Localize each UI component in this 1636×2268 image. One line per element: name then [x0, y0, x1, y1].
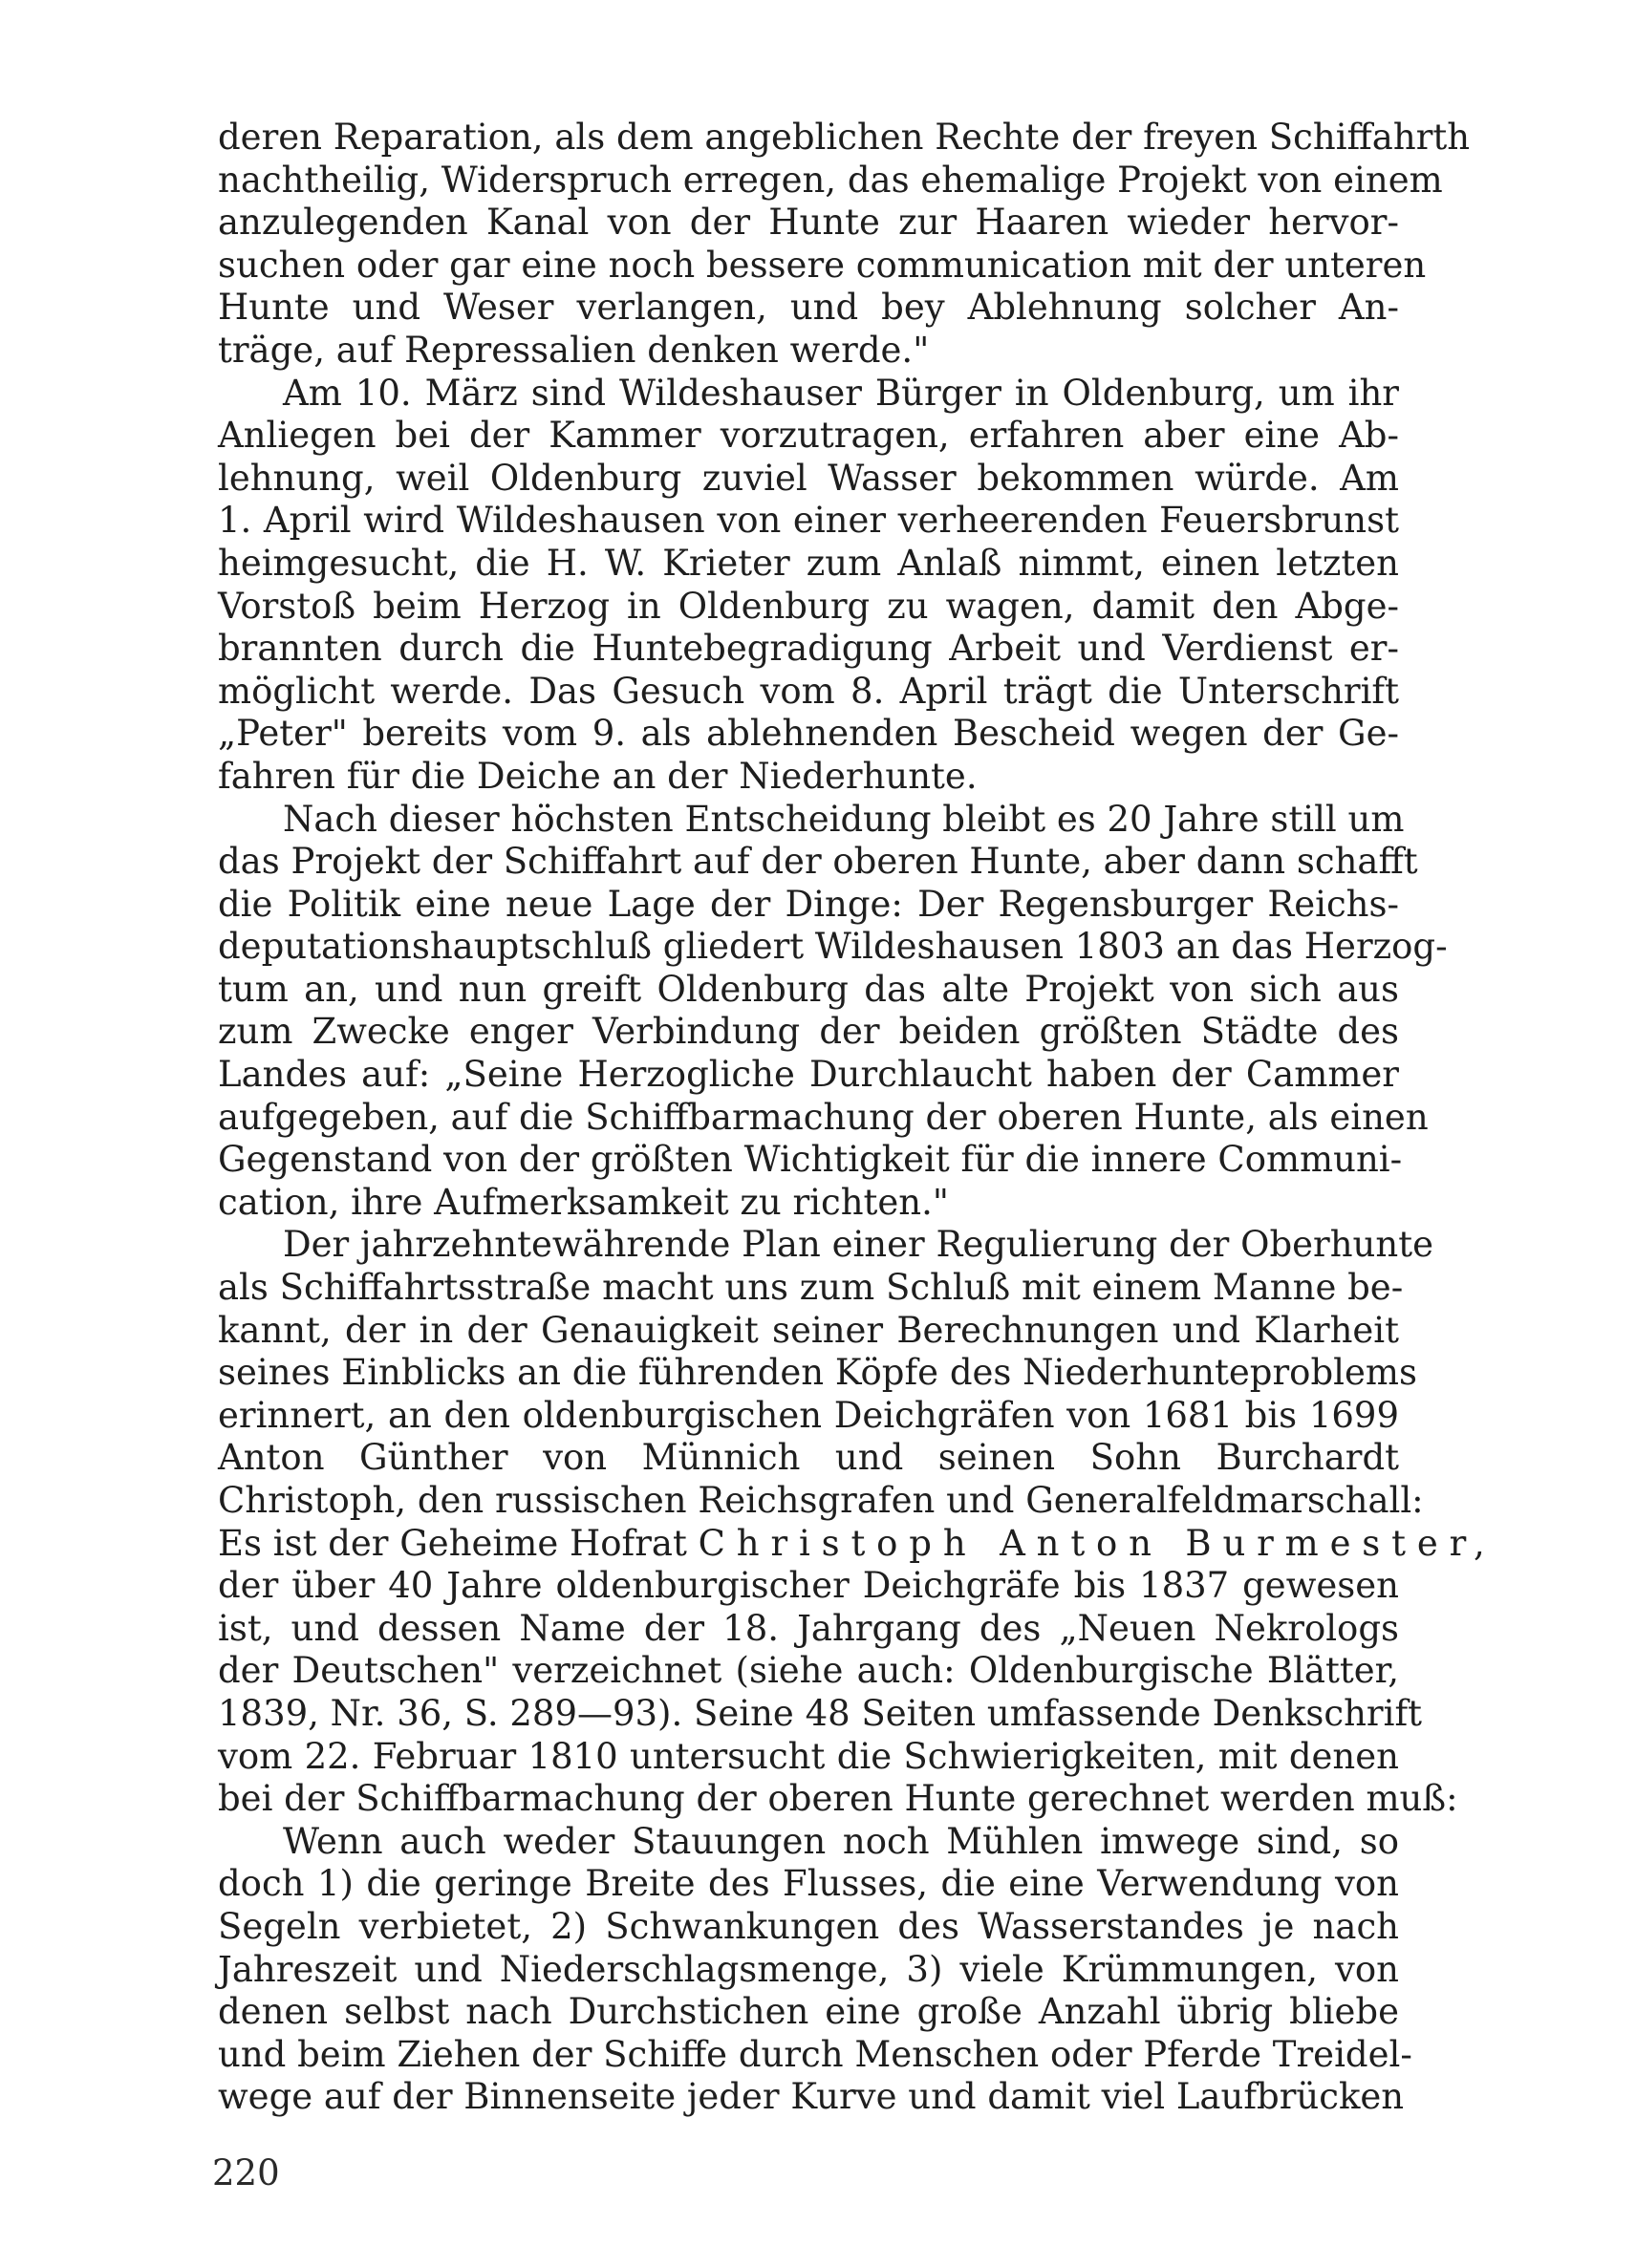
text-line: Jahreszeit und Niederschlagsmenge, 3) viele Krümmungen, von: [218, 1948, 1399, 1990]
text-line: cation, ihre Aufmerksamkeit zu richten.": [218, 1181, 949, 1223]
text-line: der Deutschen" verzeichnet (siehe auch: Oldenburgische Blätter,: [218, 1650, 1399, 1692]
text-line: die Politik eine neue Lage der Dinge: Der Regensburger Reichs-: [218, 883, 1399, 925]
text-line: ist, und dessen Name der 18. Jahrgang des „Neuen Nekrologs: [218, 1607, 1399, 1649]
text-line: 1. April wird Wildeshausen von einer verheerenden Feuersbrunst: [218, 500, 1399, 542]
text-line: Landes auf: „Seine Herzogliche Durchlaucht haben der Cammer: [218, 1054, 1399, 1096]
text-line: kannt, der in der Genauigkeit seiner Berechnungen und Klarheit: [218, 1309, 1399, 1351]
text-line: Segeln verbietet, 2) Schwankungen des Wasserstandes je nach: [218, 1905, 1399, 1947]
spaced-personal-name: Christoph Anton Burmester,: [698, 1522, 1496, 1564]
text-line: Der jahrzehntewährende Plan einer Regulierung der Oberhunte: [283, 1224, 1433, 1266]
text-line: fahren für die Deiche an der Niederhunte.: [218, 755, 978, 797]
text-line: träge, auf Repressalien denken werde.": [218, 329, 930, 371]
text-line: Vorstoß beim Herzog in Oldenburg zu wagen, damit den Abge-: [218, 585, 1399, 627]
text-line: wege auf der Binnenseite jeder Kurve und damit viel Laufbrücken: [218, 2076, 1405, 2118]
text-line: Anliegen bei der Kammer vorzutragen, erfahren aber eine Ab-: [218, 415, 1399, 457]
text-line: suchen oder gar eine noch bessere communication mit der unteren: [218, 244, 1427, 286]
text-line: das Projekt der Schiffahrt auf der oberen Hunte, aber dann schafft: [218, 841, 1418, 883]
body-text: [218, 117, 1496, 2119]
text-line: tum an, und nun greift Oldenburg das alte Projekt von sich aus: [218, 968, 1399, 1010]
text-line: erinnert, an den oldenburgischen Deichgräfen von 1681 bis 1699: [218, 1394, 1399, 1436]
text-line: lehnung, weil Oldenburg zuviel Wasser bekommen würde. Am: [218, 457, 1399, 499]
text-line: heimgesucht, die H. W. Krieter zum Anlaß nimmt, einen letzten: [218, 542, 1399, 584]
text-line: Christoph, den russischen Reichsgrafen und Generalfeldmarschall:: [218, 1480, 1424, 1521]
text-line: und beim Ziehen der Schiffe durch Menschen oder Pferde Treidel-: [218, 2033, 1412, 2075]
text-line: „Peter" bereits vom 9. als ablehnenden Bescheid wegen der Ge-: [218, 713, 1399, 755]
text-line: deputationshauptschluß gliedert Wildeshausen 1803 an das Herzog-: [218, 926, 1448, 968]
text-line: als Schiffahrtsstraße macht uns zum Schluß mit einem Manne be-: [218, 1267, 1404, 1309]
text-line: möglicht werde. Das Gesuch vom 8. April trägt die Unterschrift: [218, 670, 1399, 712]
text-line: denen selbst nach Durchstichen eine große Anzahl übrig bliebe: [218, 1991, 1399, 2033]
text-line: deren Reparation, als dem angeblichen Rechte der freyen Schiffahrth: [218, 117, 1471, 158]
text-line: seines Einblicks an die führenden Köpfe des Niederhunteproblems: [218, 1352, 1417, 1394]
text-line: aufgegeben, auf die Schiffbarmachung der oberen Hunte, als einen: [218, 1096, 1429, 1138]
text-line: zum Zwecke enger Verbindung der beiden größten Städte des: [218, 1011, 1399, 1053]
text-line: anzulegenden Kanal von der Hunte zur Haaren wieder hervor-: [218, 202, 1399, 244]
text-line: Nach dieser höchsten Entscheidung bleibt es 20 Jahre still um: [283, 798, 1405, 840]
text-line: Am 10. März sind Wildeshauser Bürger in Oldenburg, um ihr: [283, 372, 1399, 414]
text-line: Hunte und Weser verlangen, und bey Ablehnung solcher An-: [218, 287, 1399, 329]
text-line: Anton Günther von Münnich und seinen Sohn Burchardt: [218, 1437, 1399, 1479]
text-line: vom 22. Februar 1810 untersucht die Schwierigkeiten, mit denen: [218, 1735, 1399, 1777]
text-fragment: Es ist der Geheime Hofrat: [218, 1522, 687, 1564]
text-line: Wenn auch weder Stauungen noch Mühlen imwege sind, so: [283, 1820, 1399, 1862]
text-line: bei der Schiffbarmachung der oberen Hunte gerechnet werden muß:: [218, 1778, 1458, 1820]
text-line: nachtheilig, Widerspruch erregen, das ehemalige Projekt von einem: [218, 159, 1443, 201]
text-line: Gegenstand von der größten Wichtigkeit für die innere Communi-: [218, 1139, 1403, 1181]
text-line-with-name: [218, 1522, 1496, 1566]
text-line: der über 40 Jahre oldenburgischer Deichgräfe bis 1837 gewesen: [218, 1565, 1399, 1607]
page-number: 220: [212, 2152, 280, 2193]
text-line: doch 1) die geringe Breite des Flusses, die eine Verwendung von: [218, 1863, 1399, 1905]
text-line: 1839, Nr. 36, S. 289—93). Seine 48 Seiten umfassende Denkschrift: [218, 1692, 1423, 1734]
text-line: brannten durch die Huntebegradigung Arbeit und Verdienst er-: [218, 628, 1399, 670]
